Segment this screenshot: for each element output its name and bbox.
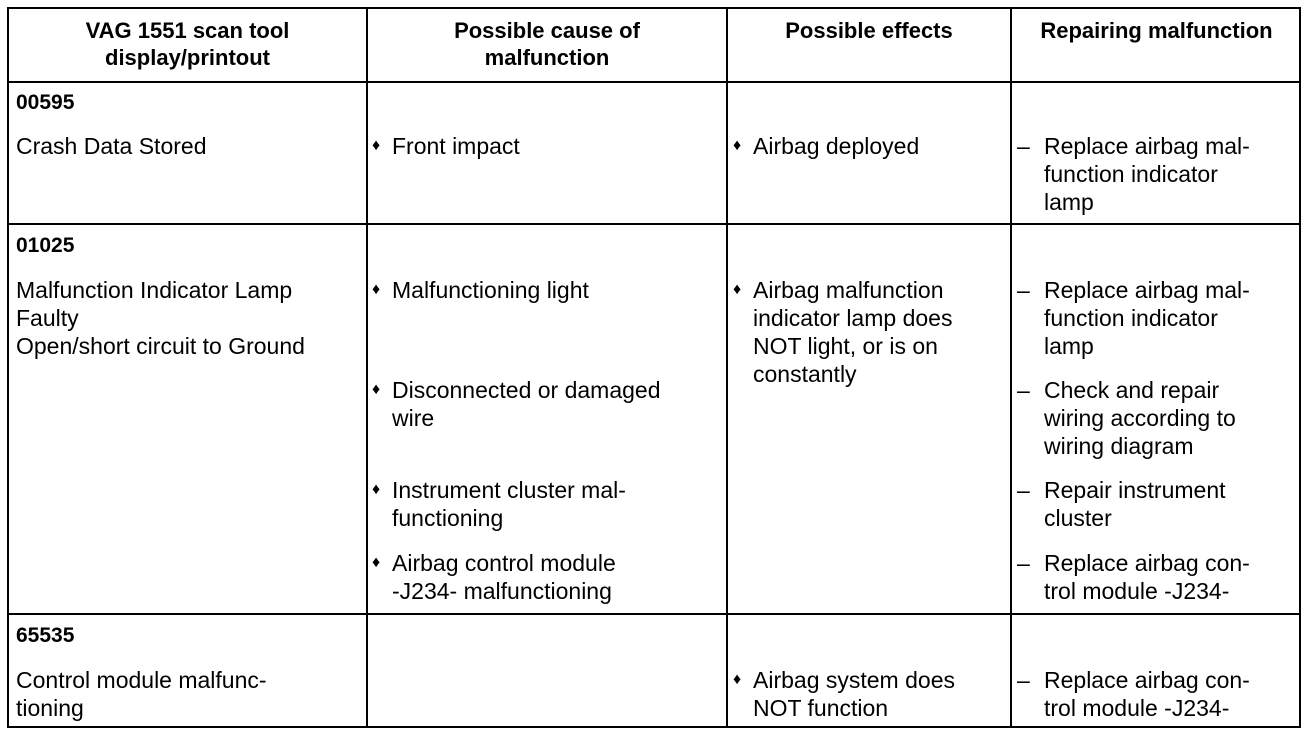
repair-item: – Replace airbag con- trol module -J234- (1017, 667, 1250, 721)
cause-item: ♦ Instrument cluster mal- functioning (372, 477, 626, 531)
bullet-icon: ♦ (733, 137, 742, 154)
cause-item: ♦ Disconnected or damaged wire (372, 377, 661, 431)
repair-item: – Repair instrument cluster (1017, 477, 1226, 531)
fault-code: 01025 (16, 234, 75, 257)
effect-item: ♦ Airbag deployed (733, 133, 920, 159)
bullet-icon: ♦ (372, 481, 381, 498)
cause-item: ♦ Malfunctioning light (372, 277, 589, 303)
header-possible-effects: Possible effects (785, 18, 953, 43)
cause-item: ♦ Front impact (372, 133, 520, 159)
bullet-icon: ♦ (733, 281, 742, 298)
header-divider (9, 81, 1299, 83)
column-divider (1010, 9, 1012, 726)
dash-icon: – (1017, 277, 1030, 303)
bullet-icon: ♦ (372, 381, 381, 398)
effect-item: ♦ Airbag system does NOT function (733, 667, 955, 721)
fault-code-table (7, 7, 1301, 728)
fault-description: Malfunction Indicator Lamp Faulty Open/short circuit to Ground (16, 277, 305, 359)
header-possible-cause: Possible cause of malfunction (454, 18, 640, 70)
effect-item: ♦ Airbag malfunction indicator lamp does NOT light, or is on constantly (733, 277, 953, 387)
bullet-icon: ♦ (733, 671, 742, 688)
column-divider (726, 9, 728, 726)
fault-code: 00595 (16, 91, 75, 114)
dash-icon: – (1017, 550, 1030, 576)
repair-item: – Replace airbag mal- function indicator lamp (1017, 133, 1250, 215)
repair-item: – Check and repair wiring according to wiring diagram (1017, 377, 1236, 459)
repair-item: – Replace airbag mal- function indicator lamp (1017, 277, 1250, 359)
fault-description: Crash Data Stored (16, 133, 207, 159)
cause-item: ♦ Airbag control module -J234- malfunctioning (372, 550, 616, 604)
row-divider (9, 613, 1299, 615)
dash-icon: – (1017, 667, 1030, 693)
bullet-icon: ♦ (372, 137, 381, 154)
repair-item: – Replace airbag con- trol module -J234- (1017, 550, 1250, 604)
bullet-icon: ♦ (372, 554, 381, 571)
row-divider (9, 223, 1299, 225)
dash-icon: – (1017, 477, 1030, 503)
header-repairing-malfunction: Repairing malfunction (1040, 18, 1273, 43)
header-scan-tool-display: VAG 1551 scan tool display/printout (85, 18, 290, 70)
fault-description: Control module malfunc- tioning (16, 667, 267, 721)
fault-code: 65535 (16, 624, 75, 647)
dash-icon: – (1017, 377, 1030, 403)
bullet-icon: ♦ (372, 281, 381, 298)
column-divider (366, 9, 368, 726)
dash-icon: – (1017, 133, 1030, 159)
